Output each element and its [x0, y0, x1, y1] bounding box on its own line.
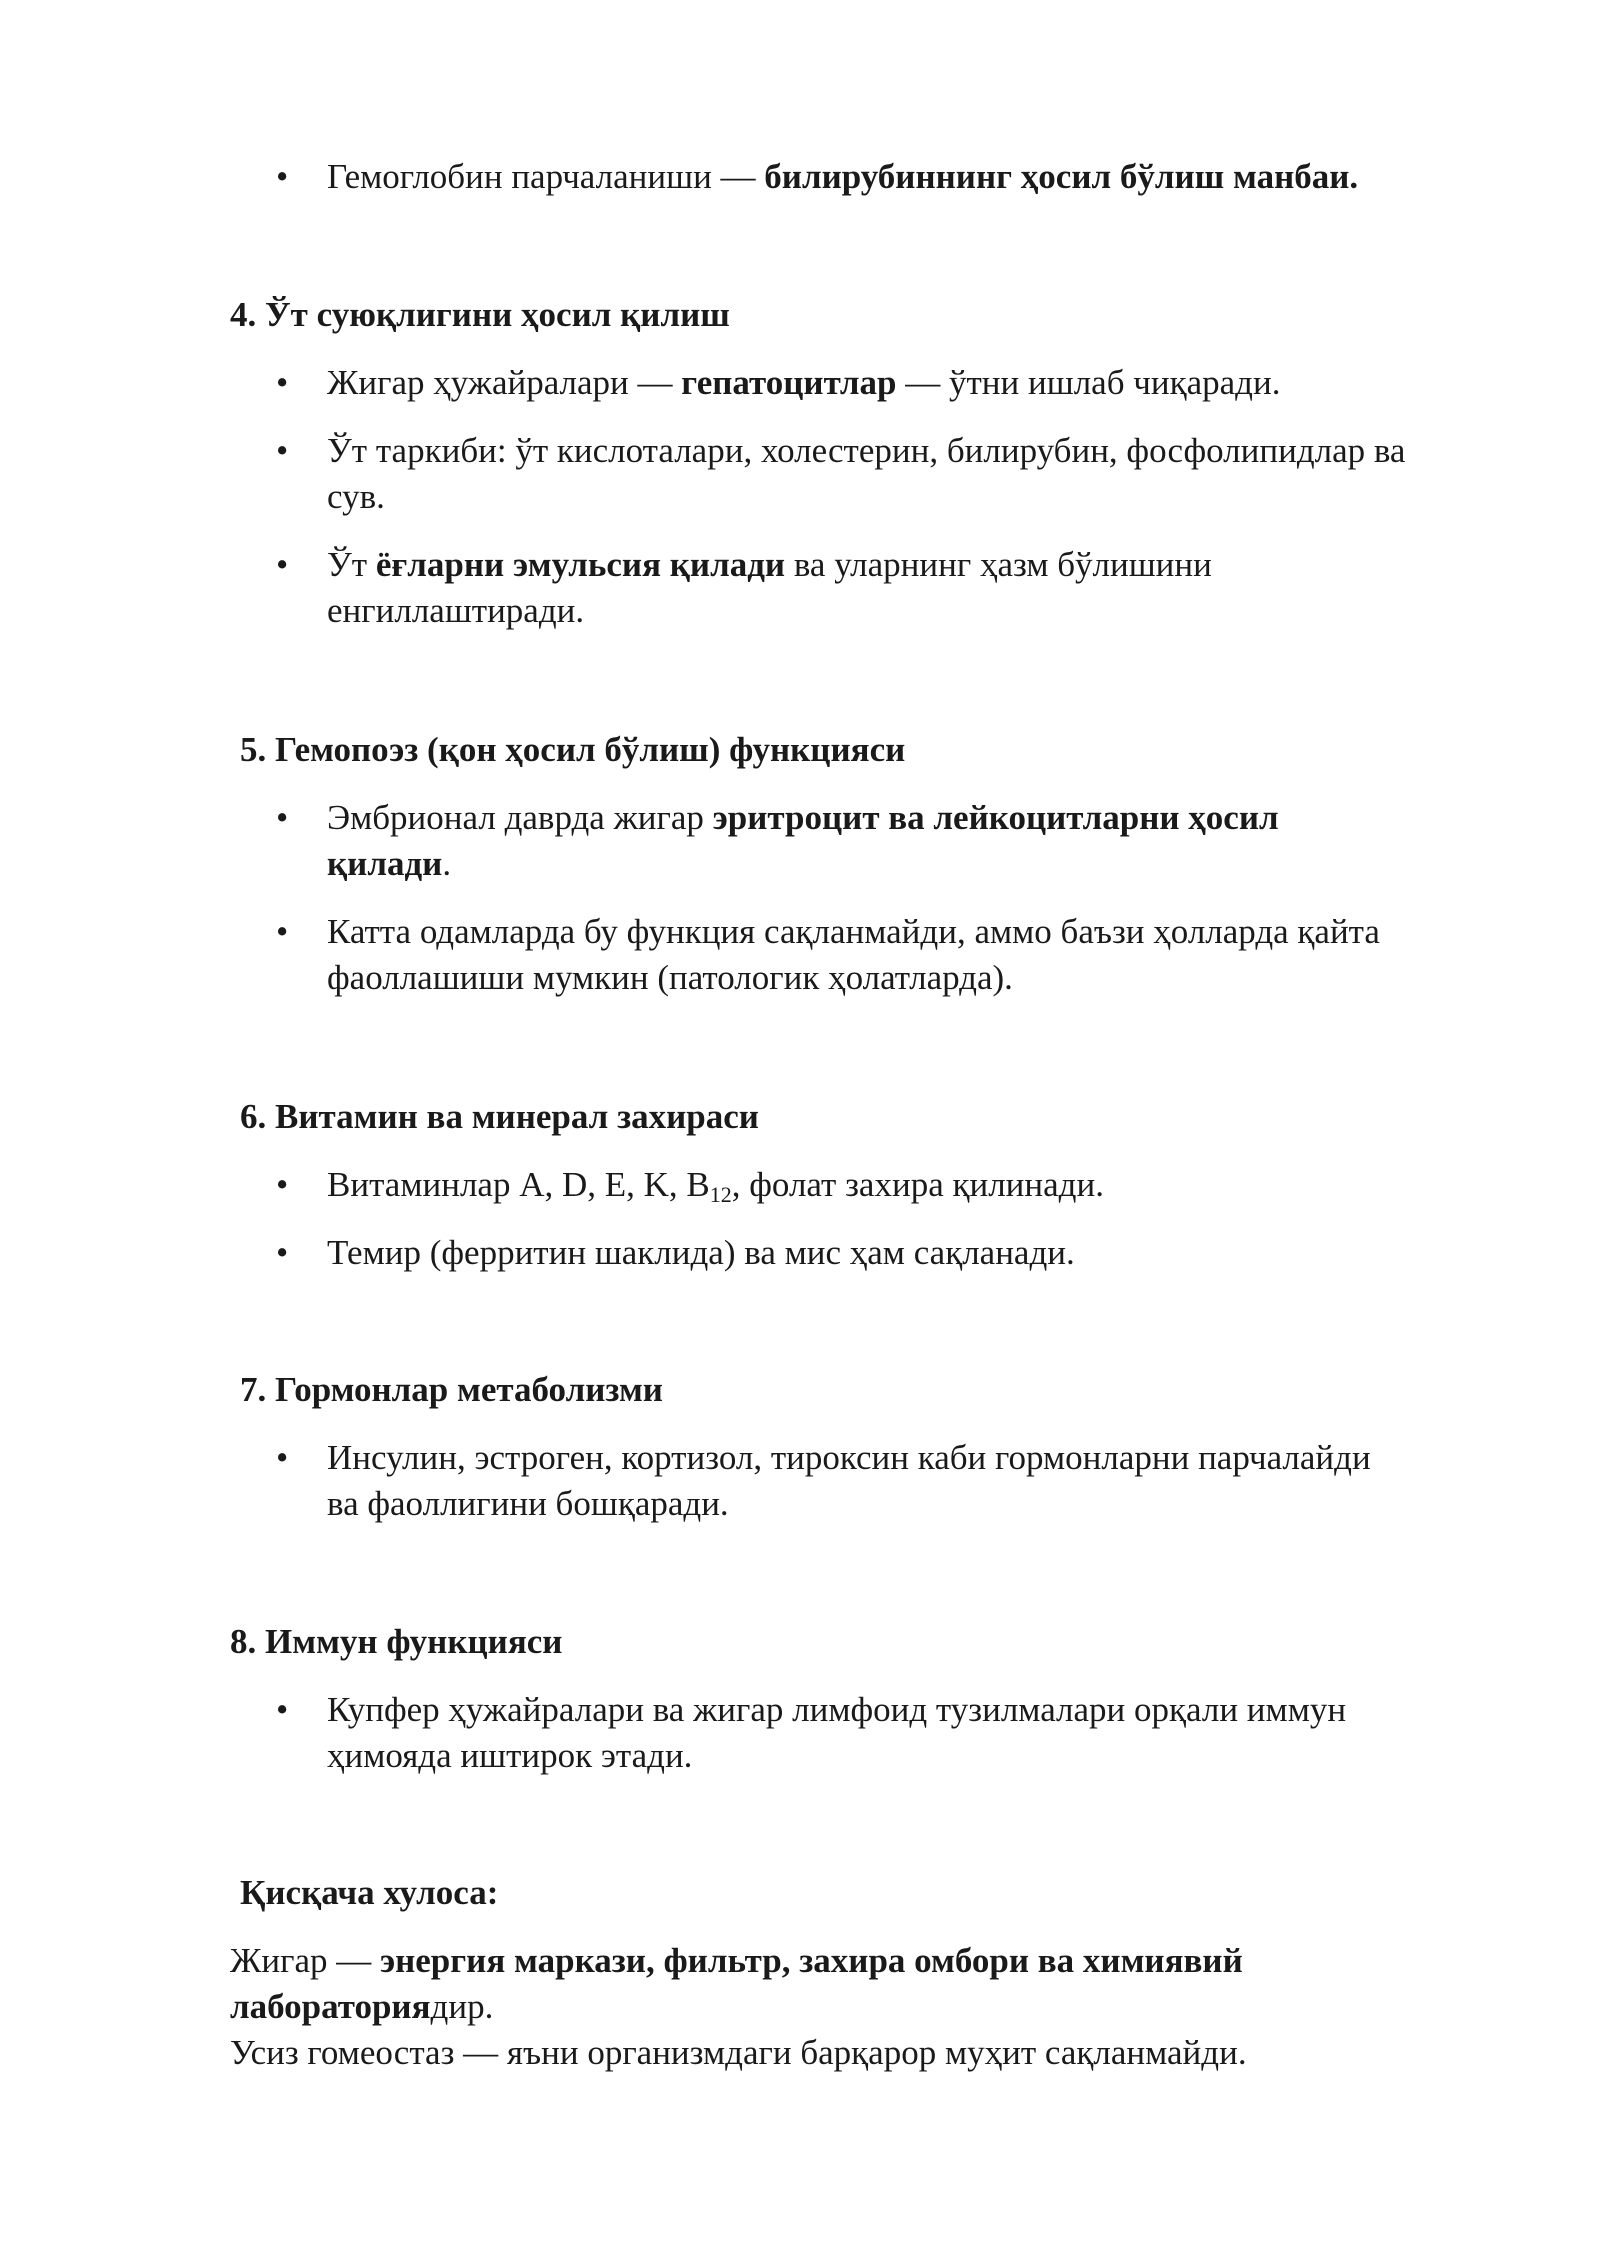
bullet-marker: •: [276, 431, 289, 470]
item-text: Эмбрионал даврда жигар: [327, 798, 713, 837]
item-bold: билирубиннинг ҳосил бўлиш манбаи.: [764, 157, 1359, 196]
bullet-marker: •: [276, 1690, 289, 1729]
summary-bold: лаборатория: [230, 1987, 431, 2026]
bullet-marker: •: [276, 912, 289, 951]
summary-bold: энергия маркази, фильтр, захира омбори ва химиявий: [379, 1941, 1243, 1980]
list-item-line2: енгиллаштиради.: [327, 591, 585, 630]
list-item-line1: Ўт таркиби: ўт кислоталари, холестерин, билирубин, фосфолипидлар ва: [327, 431, 1406, 470]
list-item: [327, 360, 1280, 406]
section-heading-8: 8. Иммун функцияси: [230, 1622, 563, 1661]
item-text: , фолат захира қилинади.: [731, 1165, 1104, 1204]
list-item-line2: ҳимояда иштирок этади.: [327, 1736, 693, 1775]
list-item-hemoglobin: [327, 154, 1358, 200]
bullet-marker: •: [276, 545, 289, 584]
bullet-marker: •: [276, 798, 289, 837]
list-item-line2: фаоллашиши мумкин (патологик ҳолатларда).: [327, 958, 1013, 997]
summary-paragraph-line2: [230, 1984, 493, 2030]
item-text: .: [442, 844, 452, 883]
list-item-line1: [327, 542, 1212, 588]
list-item-line1: Катта одамларда бу функция сақланмайди, аммо баъзи ҳолларда қайта: [327, 912, 1380, 951]
bullet-marker: •: [276, 1438, 289, 1477]
list-item-line2: [327, 841, 451, 887]
list-item-line2: сув.: [327, 477, 385, 516]
section-heading-7: 7. Гормонлар метаболизми: [240, 1370, 663, 1409]
item-text: Гемоглобин парчаланиши —: [327, 157, 765, 196]
item-bold: эритроцит ва лейкоцитларни ҳосил: [712, 798, 1279, 837]
section-heading-5: 5. Гемопоэз (қон ҳосил бўлиш) функцияси: [240, 730, 906, 769]
bullet-marker: •: [276, 157, 289, 196]
summary-text: Жигар —: [230, 1941, 380, 1980]
item-text: Ўт: [327, 545, 376, 584]
summary-heading: Қисқача хулоса:: [240, 1873, 499, 1912]
section-heading-4: 4. Ўт суюқлигини ҳосил қилиш: [230, 295, 730, 334]
bullet-marker: •: [276, 1233, 289, 1272]
list-item: [327, 1162, 1104, 1208]
summary-paragraph-line1: [230, 1938, 1243, 1984]
item-text: Витаминлар A, D, E, K, B: [327, 1165, 710, 1204]
item-text: ва уларнинг ҳазм бўлишини: [785, 545, 1212, 584]
item-bold: ёғларни эмульсия қилади: [375, 545, 786, 584]
bullet-marker: •: [276, 363, 289, 402]
list-item-line1: Инсулин, эстроген, кортизол, тироксин каби гормонларни парчалайди: [327, 1438, 1371, 1477]
list-item-line1: [327, 795, 1279, 841]
subscript: 12: [709, 1182, 732, 1207]
summary-paragraph-2: Усиз гомеостаз — яъни организмдаги барқарор муҳит сақланмайди.: [230, 2033, 1247, 2072]
list-item-line2: ва фаоллигини бошқаради.: [327, 1484, 729, 1523]
section-heading-6: 6. Витамин ва минерал захираси: [240, 1097, 759, 1136]
list-item: Темир (ферритин шаклида) ва мис ҳам сақланади.: [327, 1233, 1075, 1272]
bullet-marker: •: [276, 1165, 289, 1204]
item-text: — ўтни ишлаб чиқаради.: [896, 363, 1281, 402]
summary-text: дир.: [430, 1987, 494, 2026]
list-item-line1: Купфер ҳужайралари ва жигар лимфоид тузилмалари орқали иммун: [327, 1690, 1347, 1729]
item-bold: қилади: [327, 844, 443, 883]
item-bold: гепатоцитлар: [681, 363, 897, 402]
item-text: Жигар ҳужайралари —: [327, 363, 682, 402]
